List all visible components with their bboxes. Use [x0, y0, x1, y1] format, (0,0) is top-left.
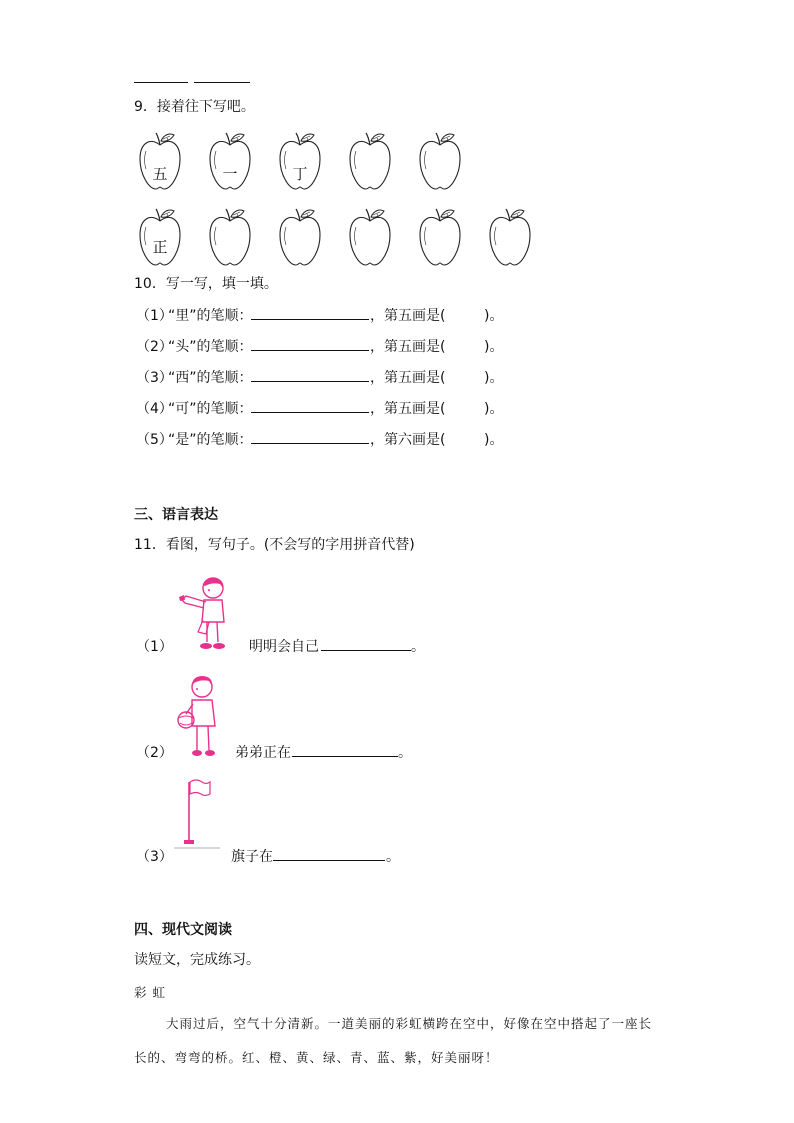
apple-character: 丁	[292, 165, 308, 183]
q10-num: （3）	[136, 370, 173, 386]
apple-card[interactable]	[486, 207, 534, 267]
section3-heading: 三、语言表达	[134, 507, 218, 523]
apple-card	[276, 131, 324, 191]
stroke-order-blank[interactable]	[251, 400, 369, 413]
apple-icon	[206, 207, 254, 267]
passage-line-1: 大雨过后，空气十分清新。一道美丽的彩虹横跨在空中，好像在空中搭起了一座长	[166, 1016, 653, 1031]
q11-end: 。	[411, 639, 425, 655]
apple-card	[206, 131, 254, 191]
apple-card[interactable]	[346, 131, 394, 191]
apple-card[interactable]	[416, 131, 464, 191]
section4-heading: 四、现代文阅读	[134, 922, 232, 938]
q10-num: （4）	[136, 401, 173, 417]
q11-text: 旗子在	[231, 849, 273, 865]
sentence-blank[interactable]	[321, 638, 411, 651]
q10-char: “里”的笔顺：	[168, 308, 253, 324]
q10-end: )。	[484, 339, 504, 355]
stroke-order-blank[interactable]	[251, 338, 369, 351]
q11-end: 。	[386, 849, 400, 865]
q10-num: （1）	[136, 308, 173, 324]
apple-icon	[416, 131, 464, 191]
q10-title: 10．写一写，填一填。	[134, 276, 278, 292]
q10-mid: ，第五画是(	[370, 339, 446, 355]
q11-num: （3）	[136, 849, 173, 865]
q10-mid: ，第六画是(	[370, 432, 446, 448]
boy-bouncing-ball-picture	[176, 674, 222, 762]
q10-mid: ，第五画是(	[370, 370, 446, 386]
q10-mid: ，第五画是(	[370, 308, 446, 324]
apple-icon	[346, 131, 394, 191]
apple-icon	[486, 207, 534, 267]
apple-card[interactable]	[276, 207, 324, 267]
boy-waving-picture	[176, 576, 232, 652]
reading-instruction: 读短文，完成练习。	[134, 952, 260, 968]
apple-character: 正	[152, 238, 168, 256]
apple-character: 五	[152, 165, 168, 183]
q10-mid: ，第五画是(	[370, 401, 446, 417]
passage-title: 彩 虹	[134, 985, 166, 1000]
apple-card[interactable]	[206, 207, 254, 267]
passage-line-2: 长的、弯弯的桥。红、橙、黄、绿、青、蓝、紫，好美丽呀！	[134, 1050, 499, 1065]
q10-num: （2）	[136, 339, 173, 355]
q10-char: “头”的笔顺：	[168, 339, 253, 355]
stroke-order-blank[interactable]	[251, 307, 369, 320]
q9-title: 9．接着往下写吧。	[134, 99, 255, 115]
q11-text: 弟弟正在	[235, 745, 291, 761]
q10-num: （5）	[136, 432, 173, 448]
q10-end: )。	[484, 370, 504, 386]
q10-end: )。	[484, 308, 504, 324]
flag-pole-picture	[172, 776, 222, 852]
apple-card[interactable]	[346, 207, 394, 267]
top-blank-2[interactable]	[194, 70, 250, 83]
apple-icon	[276, 207, 324, 267]
stroke-order-blank[interactable]	[251, 369, 369, 382]
apple-card[interactable]	[416, 207, 464, 267]
q11-end: 。	[398, 745, 412, 761]
apple-card	[136, 131, 184, 191]
q10-end: )。	[484, 401, 504, 417]
q11-num: （1）	[136, 639, 173, 655]
q11-num: （2）	[136, 745, 173, 761]
apple-icon	[416, 207, 464, 267]
q11-text: 明明会自己	[249, 639, 319, 655]
apple-character: 一	[222, 165, 238, 183]
q10-char: “可”的笔顺：	[168, 401, 253, 417]
q10-char: “是”的笔顺：	[168, 432, 253, 448]
apple-icon	[346, 207, 394, 267]
stroke-order-blank[interactable]	[251, 431, 369, 444]
q11-title: 11．看图，写句子。(不会写的字用拼音代替)	[134, 537, 415, 553]
q10-end: )。	[484, 432, 504, 448]
sentence-blank[interactable]	[273, 848, 385, 861]
apple-card	[136, 207, 184, 267]
sentence-blank[interactable]	[292, 744, 398, 757]
q10-char: “西”的笔顺：	[168, 370, 253, 386]
top-blank-1[interactable]	[134, 70, 188, 83]
